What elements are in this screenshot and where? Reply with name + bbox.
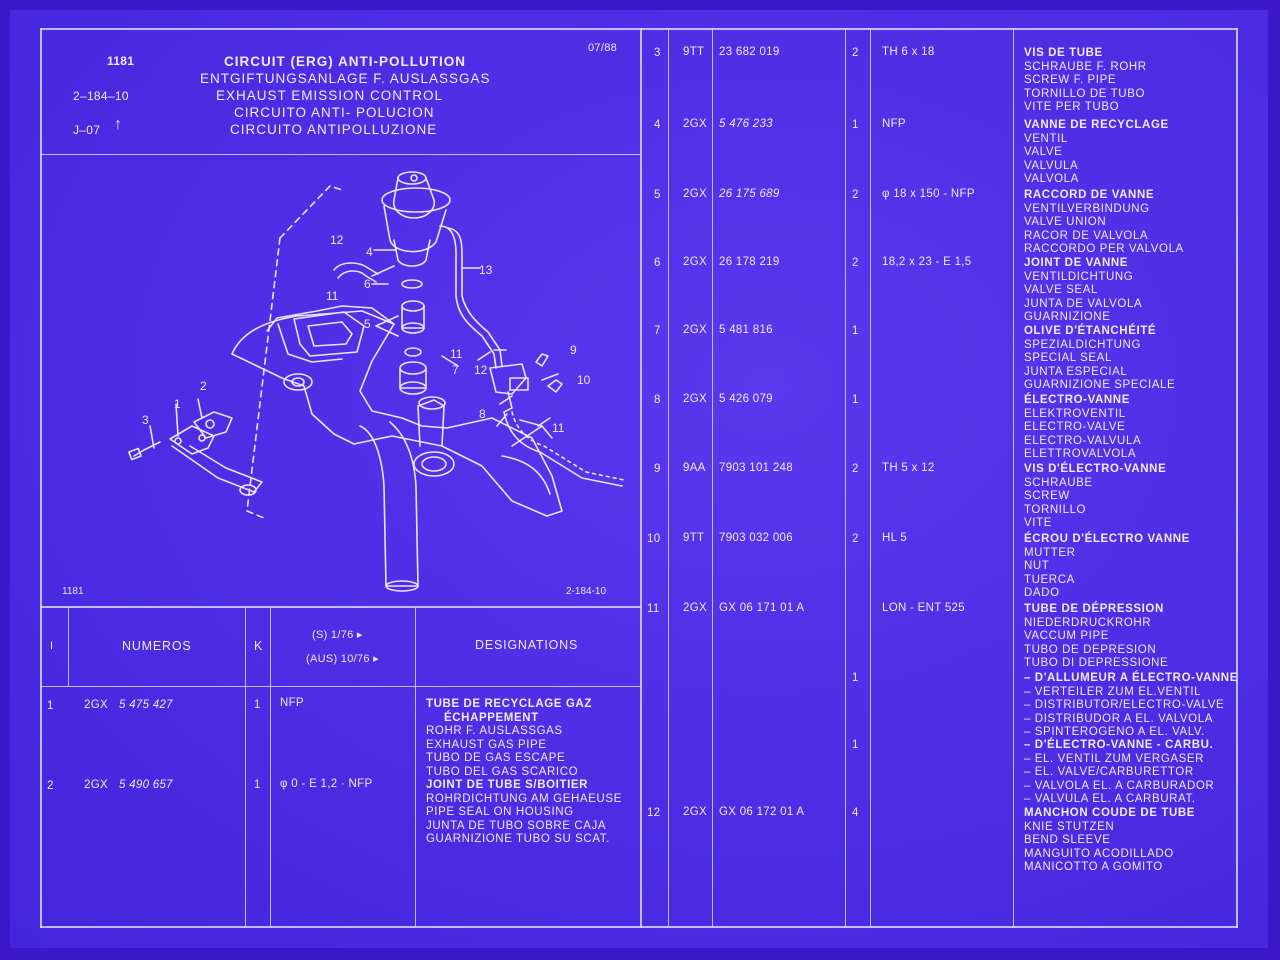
designation-line: VALVE SEAL bbox=[1024, 284, 1098, 297]
frame-top bbox=[40, 28, 1238, 30]
item-index: 3 bbox=[654, 47, 661, 59]
item-quantity: 1 bbox=[852, 119, 859, 131]
item-part-number: 5 426 079 bbox=[719, 393, 773, 405]
designation-line: RACCORDO PER VALVOLA bbox=[1024, 243, 1184, 256]
item-prefix: 2GX bbox=[683, 324, 707, 336]
callout-4: 4 bbox=[366, 245, 373, 259]
item-part-number: 5 490 657 bbox=[119, 779, 173, 791]
item-part-number: 7903 101 248 bbox=[719, 462, 793, 474]
designation-line: – SPINTEROGENO A EL. VALV. bbox=[1024, 726, 1205, 739]
divider-left-panel bbox=[640, 28, 642, 928]
item-prefix: 2GX bbox=[84, 779, 108, 791]
item-prefix: 9TT bbox=[683, 532, 705, 544]
frame-right bbox=[1236, 28, 1238, 928]
item-spec: NFP bbox=[280, 697, 304, 709]
up-arrow-icon: ↑ bbox=[114, 116, 123, 133]
col-right-5 bbox=[1013, 28, 1014, 928]
item-quantity: 1 bbox=[254, 699, 261, 711]
item-spec: TH 5 x 12 bbox=[882, 462, 935, 474]
item-designation bbox=[1024, 533, 1190, 601]
item-spec: LON - ENT 525 bbox=[882, 602, 965, 614]
item-designation bbox=[1024, 807, 1195, 875]
item-part-number: 26 178 219 bbox=[719, 256, 780, 268]
item-prefix: 2GX bbox=[683, 256, 707, 268]
designation-line: OLIVE D'ÉTANCHÉITÉ bbox=[1024, 325, 1157, 337]
title-it: CIRCUITO ANTIPOLLUZIONE bbox=[230, 122, 438, 137]
designation-line: SCREW bbox=[1024, 490, 1070, 503]
item-index: 1 bbox=[47, 700, 54, 712]
item-designation bbox=[1024, 394, 1141, 462]
designation-line: – D'ALLUMEUR A ÉLECTRO-VANNE bbox=[1024, 672, 1238, 684]
item-designation bbox=[1024, 325, 1175, 393]
designation-line: TUBO DE GAS ESCAPE bbox=[426, 752, 566, 765]
item-index: 11 bbox=[647, 603, 660, 615]
designation-line: NUT bbox=[1024, 560, 1050, 573]
designation-line: VITE PER TUBO bbox=[1024, 101, 1120, 114]
col-header-variant-1: (S) 1/76 ▸ bbox=[312, 629, 363, 641]
title-fr: CIRCUIT (ERG) ANTI-POLLUTION bbox=[224, 54, 466, 69]
designation-line: MANICOTTO A GOMITO bbox=[1024, 861, 1163, 874]
callout-5: 5 bbox=[364, 317, 371, 331]
item-prefix: 9TT bbox=[683, 46, 705, 58]
designation-line: SCHRAUBE F. ROHR bbox=[1024, 60, 1147, 73]
designation-line: – DISTRIBUTOR/ELECTRO-VALVE bbox=[1024, 699, 1225, 712]
designation-line: BEND SLEEVE bbox=[1024, 834, 1111, 847]
designation-line: TUERCA bbox=[1024, 573, 1075, 586]
designation-line: VITE bbox=[1024, 517, 1052, 530]
designation-line: JOINT DE VANNE bbox=[1024, 257, 1129, 269]
designation-line: DADO bbox=[1024, 587, 1060, 600]
item-prefix: 2GX bbox=[84, 699, 108, 711]
designation-line: JUNTA ESPECIAL bbox=[1024, 365, 1128, 378]
print-date: 07/88 bbox=[588, 42, 618, 54]
reference-number: 2–184–10 bbox=[73, 89, 129, 103]
designation-line: VALVE UNION bbox=[1024, 216, 1107, 229]
item-quantity: 1 bbox=[254, 779, 261, 791]
item-prefix: 9AA bbox=[683, 462, 706, 474]
item-designation bbox=[1024, 463, 1166, 531]
item-prefix: 2GX bbox=[683, 602, 707, 614]
item-spec: TH 6 x 18 bbox=[882, 46, 935, 58]
item-spec: NFP bbox=[882, 118, 906, 130]
designation-line: VENTILVERBINDUNG bbox=[1024, 202, 1150, 215]
item-part-number: GX 06 171 01 A bbox=[719, 602, 805, 614]
col-left-1 bbox=[68, 607, 69, 687]
item-quantity: 1 bbox=[852, 672, 859, 684]
item-designation bbox=[1024, 739, 1214, 807]
callout-12b: 12 bbox=[474, 363, 488, 377]
designation-line: JUNTA DE VALVOLA bbox=[1024, 297, 1143, 310]
frame-bottom bbox=[40, 926, 1238, 928]
callout-3: 3 bbox=[142, 413, 149, 427]
designation-line: MUTTER bbox=[1024, 546, 1076, 559]
designation-line: VALVULA bbox=[1024, 159, 1079, 172]
callout-2: 2 bbox=[200, 379, 207, 393]
designation-line: RACCORD DE VANNE bbox=[1024, 189, 1155, 201]
designation-line: VENTIL bbox=[1024, 132, 1068, 145]
designation-line: ELECTRO-VALVULA bbox=[1024, 434, 1142, 447]
item-index: 10 bbox=[647, 533, 661, 545]
designation-line: SCREW F. PIPE bbox=[1024, 74, 1117, 87]
designation-line: TORNILLO bbox=[1024, 503, 1087, 516]
callout-11c: 11 bbox=[552, 421, 565, 435]
item-prefix: 2GX bbox=[683, 188, 707, 200]
col-header-numeros: NUMEROS bbox=[122, 639, 192, 653]
col-right-4 bbox=[870, 28, 871, 928]
item-designation bbox=[1024, 603, 1168, 671]
item-designation bbox=[1024, 119, 1169, 187]
designation-line: ELETTROVALVOLA bbox=[1024, 448, 1137, 461]
item-part-number: 7903 032 006 bbox=[719, 532, 793, 544]
item-quantity: 2 bbox=[852, 463, 859, 475]
item-designation bbox=[1024, 257, 1142, 325]
designation-line: – D'ÉLECTRO-VANNE - CARBU. bbox=[1024, 739, 1214, 751]
col-header-index: I bbox=[50, 640, 54, 652]
designation-line: – VALVULA EL. A CARBURAT. bbox=[1024, 793, 1196, 806]
item-index: 7 bbox=[654, 325, 661, 337]
item-quantity: 1 bbox=[852, 325, 859, 337]
designation-line: TUBE DE RECYCLAGE GAZ bbox=[426, 698, 592, 710]
designation-line: KNIE STUTZEN bbox=[1024, 820, 1115, 833]
designation-line: – EL. VALVE/CARBURETTOR bbox=[1024, 766, 1194, 779]
designation-line: VIS DE TUBE bbox=[1024, 47, 1103, 59]
item-spec: φ 0 - E 1,2 · NFP bbox=[280, 778, 373, 790]
item-designation bbox=[426, 779, 622, 847]
item-part-number: GX 06 172 01 A bbox=[719, 806, 805, 818]
col-left-2 bbox=[245, 607, 246, 927]
col-header-k: K bbox=[254, 639, 263, 653]
title-divider bbox=[40, 154, 641, 155]
designation-line: SCHRAUBE bbox=[1024, 476, 1093, 489]
designation-line: RACOR DE VALVOLA bbox=[1024, 229, 1149, 242]
item-designation bbox=[1024, 189, 1184, 257]
title-de: ENTGIFTUNGSANLAGE F. AUSLASSGAS bbox=[200, 71, 491, 86]
col-header-variant-2: (AUS) 10/76 ▸ bbox=[306, 653, 380, 665]
designation-line: – VERTEILER ZUM EL.VENTIL bbox=[1024, 685, 1202, 698]
designation-line: SPEZIALDICHTUNG bbox=[1024, 338, 1141, 351]
callout-6: 6 bbox=[364, 277, 371, 291]
designation-line: TUBO DI DEPRESSIONE bbox=[1024, 657, 1169, 670]
designation-line: ELEKTROVENTIL bbox=[1024, 407, 1126, 420]
item-index: 5 bbox=[654, 189, 661, 201]
designation-line: ÉCROU D'ÉLECTRO VANNE bbox=[1024, 533, 1190, 545]
item-quantity: 2 bbox=[852, 257, 859, 269]
item-part-number: 5 476 233 bbox=[719, 118, 773, 130]
item-prefix: 2GX bbox=[683, 806, 707, 818]
item-index: 4 bbox=[654, 119, 661, 131]
designation-line: ÉCHAPPEMENT bbox=[444, 711, 539, 724]
designation-line: JOINT DE TUBE S/BOITIER bbox=[426, 779, 589, 791]
callout-10: 10 bbox=[577, 373, 591, 387]
designation-line: VENTILDICHTUNG bbox=[1024, 270, 1134, 283]
designation-line: MANGUITO ACODILLADO bbox=[1024, 847, 1174, 860]
item-part-number: 23 682 019 bbox=[719, 46, 780, 58]
item-quantity: 1 bbox=[852, 739, 859, 751]
designation-line: VALVOLA bbox=[1024, 173, 1079, 186]
item-designation bbox=[426, 698, 592, 780]
designation-line: GUARNIZIONE TUBO SU SCAT. bbox=[426, 833, 610, 846]
diagram-plate-number: 1181 bbox=[62, 586, 84, 597]
designation-line: ROHRDICHTUNG AM GEHAEUSE bbox=[426, 792, 622, 805]
callout-7: 7 bbox=[452, 363, 459, 377]
callout-1: 1 bbox=[174, 397, 181, 411]
designation-line: – VALVOLA EL. A CARBURADOR bbox=[1024, 779, 1215, 792]
designation-line: ELECTRO-VALVE bbox=[1024, 421, 1126, 434]
designation-line: TORNILLO DE TUBO bbox=[1024, 87, 1146, 100]
designation-line: NIEDERDRUCKROHR bbox=[1024, 616, 1152, 629]
designation-line: GUARNIZIONE bbox=[1024, 311, 1111, 324]
designation-line: – DISTRIBUDOR A EL. VALVOLA bbox=[1024, 712, 1213, 725]
designation-line: TUBO DE DEPRESION bbox=[1024, 643, 1157, 656]
callout-12: 12 bbox=[330, 233, 344, 247]
item-index: 6 bbox=[654, 257, 661, 269]
item-quantity: 2 bbox=[852, 533, 859, 545]
item-spec: 18,2 x 23 - E 1,5 bbox=[882, 256, 972, 268]
item-part-number: 26 175 689 bbox=[719, 188, 780, 200]
item-designation bbox=[1024, 672, 1238, 740]
diagram-divider bbox=[40, 606, 641, 608]
item-index: 12 bbox=[647, 807, 661, 819]
designation-line: ÉLECTRO-VANNE bbox=[1024, 394, 1130, 406]
designation-line: SPECIAL SEAL bbox=[1024, 352, 1112, 365]
designation-line: – EL. VENTIL ZUM VERGASER bbox=[1024, 752, 1205, 765]
item-designation bbox=[1024, 47, 1147, 115]
designation-line: MANCHON COUDE DE TUBE bbox=[1024, 807, 1196, 819]
title-en: EXHAUST EMISSION CONTROL bbox=[216, 88, 444, 103]
item-index: 8 bbox=[654, 394, 661, 406]
designation-line: PIPE SEAL ON HOUSING bbox=[426, 806, 574, 819]
callout-9: 9 bbox=[570, 343, 577, 357]
designation-line: VALVE bbox=[1024, 146, 1063, 159]
item-prefix: 2GX bbox=[683, 393, 707, 405]
designation-line: TUBE DE DÉPRESSION bbox=[1024, 603, 1164, 615]
item-part-number: 5 475 427 bbox=[119, 699, 173, 711]
item-spec: φ 18 x 150 - NFP bbox=[882, 188, 975, 200]
callout-8: 8 bbox=[479, 407, 486, 421]
item-quantity: 4 bbox=[852, 807, 859, 819]
title-es: CIRCUITO ANTI- POLUCION bbox=[234, 105, 435, 120]
callout-13: 13 bbox=[479, 263, 493, 277]
table-header-divider bbox=[40, 686, 641, 687]
diagram-reference: 2-184-10 bbox=[566, 586, 607, 597]
col-right-2 bbox=[712, 28, 713, 928]
item-part-number: 5 481 816 bbox=[719, 324, 773, 336]
col-right-1 bbox=[668, 28, 669, 928]
item-spec: HL 5 bbox=[882, 532, 908, 544]
designation-line: TUBO DEL GAS SCARICO bbox=[426, 765, 579, 778]
designation-line: VACCUM PIPE bbox=[1024, 630, 1109, 643]
designation-line: GUARNIZIONE SPECIALE bbox=[1024, 379, 1176, 392]
designation-line: VIS D'ÉLECTRO-VANNE bbox=[1024, 463, 1167, 475]
col-right-3 bbox=[845, 28, 846, 928]
item-prefix: 2GX bbox=[683, 118, 707, 130]
plate-number: 1181 bbox=[107, 54, 135, 68]
callout-11b: 11 bbox=[326, 289, 339, 303]
col-header-designations: DESIGNATIONS bbox=[475, 638, 579, 652]
designation-line: JUNTA DE TUBO SOBRE CAJA bbox=[426, 819, 607, 832]
section-code: J–07 bbox=[73, 123, 101, 137]
designation-line: ROHR F. AUSLASSGAS bbox=[426, 725, 563, 738]
designation-line: VANNE DE RECYCLAGE bbox=[1024, 119, 1169, 131]
item-quantity: 2 bbox=[852, 189, 859, 201]
designation-line: EXHAUST GAS PIPE bbox=[426, 738, 547, 751]
callout-11: 11 bbox=[450, 347, 463, 361]
exploded-parts-diagram bbox=[42, 156, 640, 604]
item-quantity: 1 bbox=[852, 394, 859, 406]
item-quantity: 2 bbox=[852, 47, 859, 59]
col-left-4 bbox=[415, 607, 416, 927]
col-left-3 bbox=[270, 607, 271, 927]
item-index: 9 bbox=[654, 463, 661, 475]
item-index: 2 bbox=[47, 780, 54, 792]
